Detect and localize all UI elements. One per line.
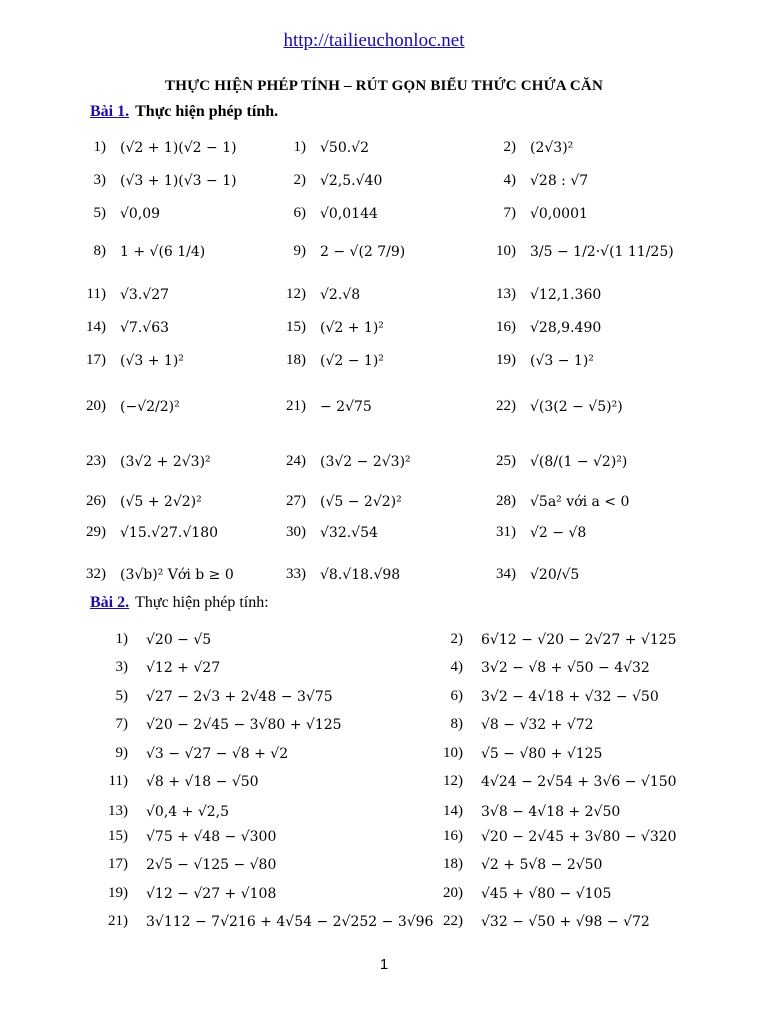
exercise-item bbox=[270, 286, 360, 303]
exercise-number: 34) bbox=[496, 566, 516, 582]
exercise-number: 6) bbox=[293, 205, 306, 221]
exercise-expression: √20 − 2√45 − 3√80 + √125 bbox=[146, 716, 342, 733]
exercise-number: 18) bbox=[286, 352, 306, 368]
exercise-number: 18) bbox=[443, 856, 463, 872]
exercise-item bbox=[480, 205, 588, 222]
exercise-number: 8) bbox=[93, 243, 106, 259]
exercise-item bbox=[270, 524, 378, 541]
exercise-number: 12) bbox=[443, 773, 463, 789]
exercise-expression: (3√b)² Với b ≥ 0 bbox=[120, 566, 234, 583]
exercise-item bbox=[100, 803, 229, 820]
exercise-item bbox=[270, 243, 405, 260]
exercise-item bbox=[100, 631, 211, 648]
exercise-item bbox=[435, 716, 594, 733]
section-1-heading bbox=[90, 103, 278, 121]
exercise-expression: √0,0144 bbox=[320, 205, 378, 222]
exercise-expression: √32 − √50 + √98 − √72 bbox=[481, 913, 650, 930]
exercise-number: 28) bbox=[496, 493, 516, 509]
exercise-expression: 1 + √(6 1/4) bbox=[120, 243, 206, 260]
exercise-expression: (√3 + 1)(√3 − 1) bbox=[120, 172, 237, 189]
exercise-expression: 2√5 − √125 − √80 bbox=[146, 856, 277, 873]
exercise-number: 26) bbox=[86, 493, 106, 509]
exercise-number: 17) bbox=[108, 856, 128, 872]
exercise-item bbox=[70, 172, 237, 189]
exercise-expression: √8 − √32 + √72 bbox=[481, 716, 594, 733]
exercise-number: 5) bbox=[115, 688, 128, 704]
exercise-expression: √5a² với a < 0 bbox=[530, 493, 630, 510]
exercise-number: 27) bbox=[286, 493, 306, 509]
exercise-number: 4) bbox=[503, 172, 516, 188]
exercise-item bbox=[435, 773, 677, 790]
exercise-item bbox=[270, 172, 382, 189]
exercise-number: 23) bbox=[86, 453, 106, 469]
exercise-expression: √3.√27 bbox=[120, 286, 170, 303]
exercise-item bbox=[100, 828, 276, 845]
exercise-number: 5) bbox=[93, 205, 106, 221]
exercise-expression: √28,9.490 bbox=[530, 319, 602, 336]
exercise-number: 7) bbox=[503, 205, 516, 221]
exercise-expression: (√2 + 1)² bbox=[320, 319, 384, 336]
exercise-expression: √8.√18.√98 bbox=[320, 566, 401, 583]
exercise-number: 8) bbox=[450, 716, 463, 732]
section-2-text: Thực hiện phép tính: bbox=[135, 594, 269, 611]
exercise-item bbox=[70, 453, 211, 470]
exercise-item bbox=[480, 319, 601, 336]
exercise-number: 2) bbox=[503, 139, 516, 155]
exercise-item bbox=[435, 803, 620, 820]
exercise-item bbox=[70, 398, 180, 415]
exercise-number: 3) bbox=[93, 172, 106, 188]
exercise-number: 19) bbox=[496, 352, 516, 368]
exercise-expression: (2√3)² bbox=[530, 139, 574, 156]
exercise-item bbox=[435, 659, 650, 676]
exercise-item bbox=[270, 352, 384, 369]
exercise-item bbox=[435, 828, 677, 845]
exercise-expression: (√2 + 1)(√2 − 1) bbox=[120, 139, 237, 156]
exercise-expression: 3√2 − √8 + √50 − 4√32 bbox=[481, 659, 650, 676]
exercise-number: 2) bbox=[293, 172, 306, 188]
exercise-expression: √0,4 + √2,5 bbox=[146, 803, 230, 820]
exercise-expression: (√3 − 1)² bbox=[530, 352, 594, 369]
exercise-item bbox=[480, 566, 579, 583]
exercise-number: 12) bbox=[286, 286, 306, 302]
exercise-item bbox=[480, 139, 573, 156]
exercise-expression: √0,0001 bbox=[530, 205, 588, 222]
exercise-item bbox=[100, 745, 288, 762]
exercise-number: 4) bbox=[450, 659, 463, 675]
exercise-number: 29) bbox=[86, 524, 106, 540]
exercise-expression: √20/√5 bbox=[530, 566, 580, 583]
exercise-expression: (3√2 + 2√3)² bbox=[120, 453, 211, 470]
exercise-item bbox=[70, 524, 218, 541]
exercise-item bbox=[70, 319, 169, 336]
exercise-item bbox=[70, 566, 234, 583]
exercise-expression: 3/5 − 1/2·√(1 11/25) bbox=[530, 243, 674, 260]
exercise-item bbox=[70, 139, 237, 156]
exercise-number: 20) bbox=[86, 398, 106, 414]
exercise-expression: √28 : √7 bbox=[530, 172, 589, 189]
exercise-expression: √45 + √80 − √105 bbox=[481, 885, 612, 902]
exercise-item bbox=[480, 493, 629, 510]
exercise-number: 30) bbox=[286, 524, 306, 540]
exercise-number: 9) bbox=[293, 243, 306, 259]
exercise-number: 13) bbox=[108, 803, 128, 819]
exercise-item bbox=[480, 453, 627, 470]
exercise-item bbox=[70, 243, 205, 260]
exercise-item bbox=[100, 773, 259, 790]
exercise-expression: 6√12 − √20 − 2√27 + √125 bbox=[481, 631, 677, 648]
exercise-number: 14) bbox=[443, 803, 463, 819]
page-title: THỰC HIỆN PHÉP TÍNH – RÚT GỌN BIỂU THỨC CHỨA CĂN bbox=[165, 78, 603, 94]
exercise-expression: √5 − √80 + √125 bbox=[481, 745, 603, 762]
page-number: 1 bbox=[379, 956, 389, 973]
exercise-item bbox=[480, 172, 588, 189]
exercise-item bbox=[100, 856, 276, 873]
exercise-expression: (−√2/2)² bbox=[120, 398, 180, 415]
exercise-expression: √2.√8 bbox=[320, 286, 361, 303]
exercise-number: 16) bbox=[443, 828, 463, 844]
exercise-number: 21) bbox=[286, 398, 306, 414]
exercise-expression: √12,1.360 bbox=[530, 286, 602, 303]
exercise-number: 17) bbox=[86, 352, 106, 368]
exercise-number: 33) bbox=[286, 566, 306, 582]
exercise-expression: √2 + 5√8 − 2√50 bbox=[481, 856, 603, 873]
exercise-expression: √2,5.√40 bbox=[320, 172, 383, 189]
exercise-number: 15) bbox=[108, 828, 128, 844]
exercise-item bbox=[70, 352, 184, 369]
exercise-item bbox=[100, 659, 220, 676]
exercise-number: 15) bbox=[286, 319, 306, 335]
exercise-item bbox=[270, 319, 384, 336]
section-1-label: Bài 1. bbox=[90, 103, 130, 120]
exercise-item bbox=[270, 493, 402, 510]
exercise-item bbox=[480, 398, 623, 415]
exercise-item bbox=[100, 716, 342, 733]
exercise-expression: √15.√27.√180 bbox=[120, 524, 219, 541]
exercise-number: 21) bbox=[108, 913, 128, 929]
exercise-number: 16) bbox=[496, 319, 516, 335]
exercise-number: 20) bbox=[443, 885, 463, 901]
exercise-expression: √(3(2 − √5)²) bbox=[530, 398, 623, 415]
exercise-item bbox=[270, 453, 411, 470]
exercise-number: 25) bbox=[496, 453, 516, 469]
exercise-item bbox=[100, 688, 333, 705]
exercise-number: 1) bbox=[93, 139, 106, 155]
exercise-number: 22) bbox=[496, 398, 516, 414]
exercise-item bbox=[435, 631, 677, 648]
exercise-expression: 3√8 − 4√18 + 2√50 bbox=[481, 803, 621, 820]
exercise-number: 3) bbox=[115, 659, 128, 675]
exercise-item bbox=[70, 286, 169, 303]
exercise-number: 31) bbox=[496, 524, 516, 540]
exercise-number: 11) bbox=[108, 773, 128, 789]
exercise-number: 32) bbox=[86, 566, 106, 582]
exercise-number: 10) bbox=[443, 745, 463, 761]
exercise-item bbox=[480, 243, 674, 260]
exercise-item bbox=[480, 352, 594, 369]
exercise-number: 11) bbox=[86, 286, 106, 302]
section-1-text: Thực hiện phép tính. bbox=[135, 103, 279, 120]
exercise-expression: √75 + √48 − √300 bbox=[146, 828, 277, 845]
exercise-expression: 3√2 − 4√18 + √32 − √50 bbox=[481, 688, 659, 705]
exercise-item bbox=[270, 566, 400, 583]
exercise-expression: √27 − 2√3 + 2√48 − 3√75 bbox=[146, 688, 333, 705]
exercise-number: 7) bbox=[115, 716, 128, 732]
exercise-expression: √(8/(1 − √2)²) bbox=[530, 453, 628, 470]
exercise-expression: √3 − √27 − √8 + √2 bbox=[146, 745, 289, 762]
exercise-expression: (√5 + 2√2)² bbox=[120, 493, 202, 510]
exercise-expression: √8 + √18 − √50 bbox=[146, 773, 259, 790]
exercise-item bbox=[270, 398, 372, 415]
source-link[interactable]: http://tailieuchonloc.net bbox=[283, 30, 465, 51]
exercise-item bbox=[435, 745, 602, 762]
exercise-number: 13) bbox=[496, 286, 516, 302]
exercise-expression: √12 − √27 + √108 bbox=[146, 885, 277, 902]
exercise-item bbox=[435, 885, 611, 902]
exercise-item bbox=[70, 493, 202, 510]
exercise-expression: √50.√2 bbox=[320, 139, 370, 156]
exercise-expression: 3√112 − 7√216 + 4√54 − 2√252 − 3√96 bbox=[146, 913, 434, 930]
exercise-number: 24) bbox=[286, 453, 306, 469]
exercise-number: 6) bbox=[450, 688, 463, 704]
exercise-expression: √20 − √5 bbox=[146, 631, 212, 648]
exercise-expression: √12 + √27 bbox=[146, 659, 221, 676]
exercise-expression: (3√2 − 2√3)² bbox=[320, 453, 411, 470]
section-2-label: Bài 2. bbox=[90, 594, 130, 611]
exercise-expression: (√3 + 1)² bbox=[120, 352, 184, 369]
exercise-item bbox=[70, 205, 160, 222]
exercise-number: 22) bbox=[443, 913, 463, 929]
exercise-item bbox=[270, 205, 378, 222]
exercise-expression: √2 − √8 bbox=[530, 524, 587, 541]
exercise-item bbox=[100, 885, 276, 902]
exercise-item bbox=[480, 286, 601, 303]
exercise-number: 2) bbox=[450, 631, 463, 647]
exercise-expression: (√5 − 2√2)² bbox=[320, 493, 402, 510]
exercise-expression: √20 − 2√45 + 3√80 − √320 bbox=[481, 828, 677, 845]
exercise-expression: − 2√75 bbox=[320, 398, 372, 415]
exercise-expression: 4√24 − 2√54 + 3√6 − √150 bbox=[481, 773, 677, 790]
exercise-item bbox=[480, 524, 586, 541]
exercise-number: 1) bbox=[293, 139, 306, 155]
exercise-number: 1) bbox=[115, 631, 128, 647]
exercise-item bbox=[435, 913, 650, 930]
exercise-number: 19) bbox=[108, 885, 128, 901]
exercise-item bbox=[100, 913, 433, 930]
exercise-expression: √0,09 bbox=[120, 205, 161, 222]
exercise-number: 9) bbox=[115, 745, 128, 761]
exercise-number: 10) bbox=[496, 243, 516, 259]
exercise-item bbox=[435, 688, 659, 705]
section-2-heading bbox=[90, 594, 269, 612]
exercise-expression: (√2 − 1)² bbox=[320, 352, 384, 369]
exercise-item bbox=[270, 139, 369, 156]
exercise-expression: 2 − √(2 7/9) bbox=[320, 243, 406, 260]
exercise-item bbox=[435, 856, 602, 873]
exercise-expression: √7.√63 bbox=[120, 319, 170, 336]
exercise-number: 14) bbox=[86, 319, 106, 335]
exercise-expression: √32.√54 bbox=[320, 524, 378, 541]
